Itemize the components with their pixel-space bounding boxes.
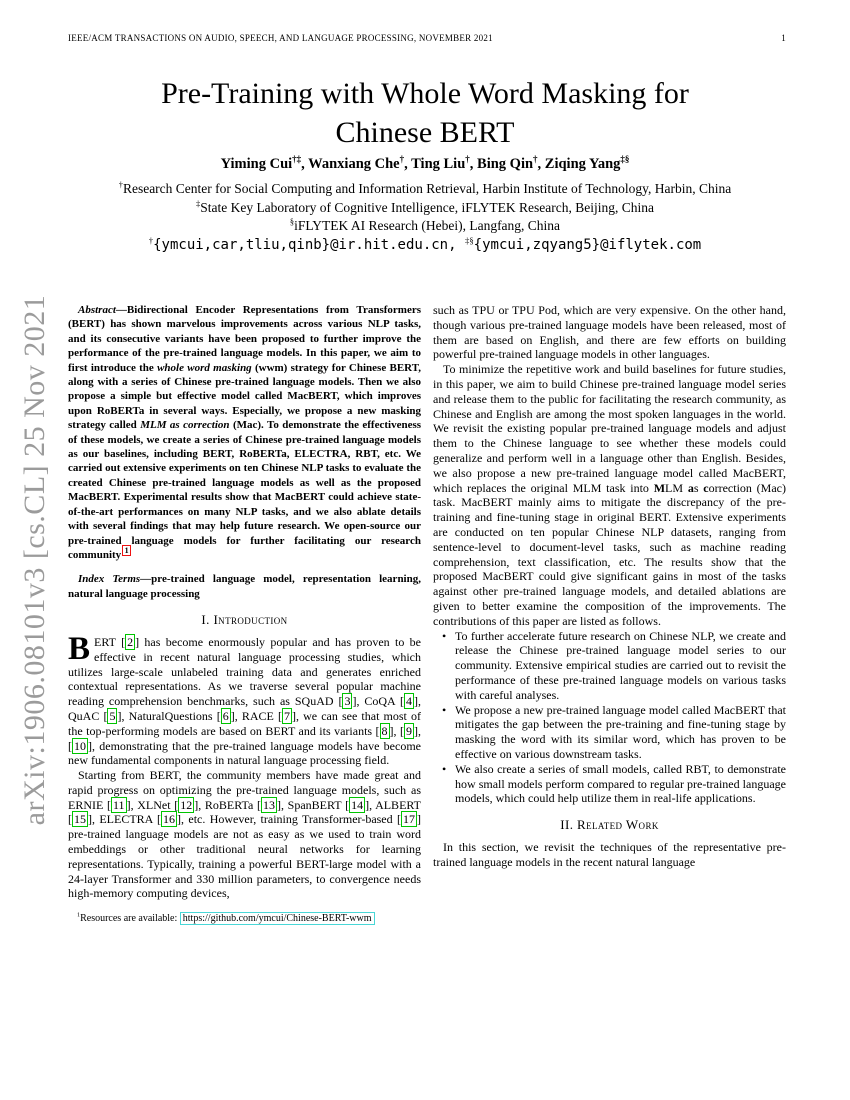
- paper-title-line1: Pre-Training with Whole Word Masking for: [161, 77, 689, 110]
- author-affil-mark: †‡: [292, 154, 302, 165]
- citation-ref[interactable]: 17: [402, 812, 415, 827]
- github-link[interactable]: https://github.com/ymcui/Chinese-BERT-wwm: [180, 912, 375, 925]
- right-paragraph-1: such as TPU or TPU Pod, which are very expensive. On the other hand, though various pre-trained language models have been released, most of them are based on English, and there are few efforts on building powerful pre-trained language models in other languages.: [433, 303, 786, 362]
- affiliations: [0, 180, 850, 236]
- citation-ref[interactable]: 9: [406, 723, 413, 738]
- intro-paragraph-1-text: ERT [ 2 ] has become enormously popular and has proven to be effective in recent natural language processing studies, which utilizes large-scale unlabeled training data and generates enriched contextual representations. As we traverse several popular machine reading comprehension benchmarks, such as SQuAD [ 3 ], CoQA [ 4 ], QuAC [ 5 ], NaturalQuestions [ 6 ], RACE [ 7 ], we can see that most of the top-performing models are based on BERT and its variants [ 8 ], [ 9 ], [ 10 ], demonstrating that the pre-trained language models have become new fundamental components in natural language processing field.: [68, 634, 422, 768]
- footnote-ref[interactable]: 1: [122, 545, 131, 556]
- author-affil-mark: †: [465, 154, 470, 165]
- paper-title-line2: Chinese BERT: [335, 116, 515, 149]
- affiliation-line: ‡State Key Laboratory of Cognitive Intelligence, iFLYTEK Research, Beijing, China: [196, 199, 654, 215]
- citation: [ 2 ]: [121, 634, 140, 649]
- italic-text: whole word masking: [157, 361, 252, 374]
- email-affil-mark: †: [148, 235, 154, 246]
- citation: [ 13 ]: [257, 797, 281, 812]
- contributions-list: [433, 629, 786, 807]
- citation: [ 7 ]: [277, 708, 296, 723]
- citation: [ 11 ]: [107, 797, 131, 812]
- dropcap-letter: B: [68, 630, 91, 667]
- author-affil-mark: †: [399, 154, 405, 165]
- citation-ref[interactable]: 13: [263, 797, 275, 812]
- section-heading-related-work: II. Related Work: [560, 817, 659, 833]
- journal-name: IEEE/ACM TRANSACTIONS ON AUDIO, SPEECH, AND LANGUAGE PROCESSING, NOVEMBER 2021: [68, 33, 493, 43]
- citation: [ 14 ]: [345, 797, 370, 812]
- citation: [ 12 ]: [174, 797, 199, 812]
- citation-ref[interactable]: 5: [109, 708, 116, 723]
- citation: [ 3 ]: [338, 694, 357, 709]
- affil-mark: §: [289, 217, 295, 227]
- citation-ref[interactable]: 6: [222, 708, 229, 723]
- author-affil-mark: ‡§: [620, 154, 630, 165]
- italic-text: Abstract: [78, 304, 116, 316]
- section-heading-introduction: I. Introduction: [201, 612, 288, 628]
- bold-text: a: [687, 480, 694, 495]
- email-affil-mark: ‡§: [464, 235, 474, 246]
- citation-ref[interactable]: 8: [381, 723, 388, 738]
- abstract: Abstract—Bidirectional Encoder Representations from Transformers (BERT) has shown marvelous improvements across various NLP tasks, and its consecutive variants have been proposed to further improve the performance of the pre-trained language models. In this paper, we aim to first introduce the whole word masking (wwm) strategy for Chinese BERT, along with a series of Chinese pre-trained language models. Then we also propose a simple but effective model called MacBERT, which improves upon RoBERTa in several ways. Especially, we propose a new masking strategy called MLM as correction (Mac). To demonstrate the effectiveness of these models, we create a series of Chinese pre-trained language models as our baselines, including BERT, RoBERTa, ELECTRA, RBT, etc. We carried out extensive experiments on ten Chinese NLP tasks to evaluate the created Chinese pre-trained language models as well as the proposed MacBERT. Experimental results show that MacBERT could achieve state-of-the-art performances on many NLP tasks, and we also ablate details with several findings that may help future research. We open-source our pre-trained language models for further facilitating our research community $^1$: [68, 304, 422, 561]
- affil-mark: †: [118, 180, 123, 190]
- email-line: [0, 237, 850, 253]
- citation-ref[interactable]: 14: [351, 797, 364, 812]
- paper-title: [0, 74, 850, 152]
- bold-text: c: [703, 480, 709, 495]
- citation: [ 15 ]: [68, 812, 92, 827]
- superscript-mark: 1: [77, 911, 81, 919]
- citation-ref[interactable]: 10: [74, 738, 86, 753]
- affil-mark: ‡: [196, 199, 201, 209]
- left-column: [68, 303, 421, 936]
- citation: [ 10 ]: [68, 738, 92, 753]
- contribution-item: • We also create a series of small models, called RBT, to demonstrate how small models perform compared to regular pre-trained language models, which could help utilize them in real-life applications.: [433, 762, 786, 806]
- right-paragraph-2: To minimize the repetitive work and build baselines for future studies, in this paper, we aim to build Chinese pre-trained language model series and release them to the public for facilitating the research community, as Chinese and English are among the most spoken languages in the world. We revisit the existing popular pre-trained language models and adjust them to the Chinese language to see whether these models could generalize and perform well in a language other than English. Besides, we also propose a new pre-trained language model called MacBERT, which replaces the original MLM task into MLM as correction (Mac) task. MacBERT mainly aims to mitigate the discrepancy of the pre-training and fine-tuning stage in original BERT. Extensive experiments are conducted on ten popular Chinese NLP datasets, ranging from sentence-level to document-level tasks, such as machine reading comprehension, text classification, etc. The results show that the proposed MacBERT could give significant gains in most of the tasks against other pre-trained language models, and detailed ablations are given to better examine the composition of the improvements. The contributions of this paper are listed as follows.: [433, 362, 786, 628]
- footnote: $^1$Resources are available: https://github.com/ymcui/Chinese-BERT-wwm: [68, 912, 421, 926]
- citation: [ 8 ]: [375, 723, 394, 738]
- citation: [ 5 ]: [103, 708, 122, 723]
- intro-paragraph-2: Starting from BERT, the community members have made great and rapid progress on optimizing the pre-trained language models, such as ERNIE [ 11 ], XLNet [ 12 ], RoBERTa [ 13 ], SpanBERT [ 14 ], ALBERT [ 15 ], ELECTRA [ 16 ], etc. However, training Transformer-based [ 17 ] pre-trained language models are not as easy as we used to train word embeddings or other traditional neural networks for learning representations. Typically, training a powerful BERT-large model with a 24-layer Transformer and 330 million parameters, to convergence needs high-memory computing devices,: [68, 768, 422, 901]
- citation-ref[interactable]: 4: [406, 694, 412, 709]
- citation-ref[interactable]: 7: [283, 708, 290, 723]
- citation: [ 16 ]: [157, 812, 182, 827]
- contribution-item: • We propose a new pre-trained language model called MacBERT that mitigates the gap between the pre-training and fine-tuning stage by masking the word with its similar word, which has proven to be effective on various downstream tasks.: [433, 703, 786, 762]
- citation-ref[interactable]: 2: [127, 634, 134, 649]
- author-affil-mark: †: [533, 154, 538, 165]
- page-number: 1: [781, 33, 786, 43]
- affiliation-line: §iFLYTEK AI Research (Hebei), Langfang, China: [289, 217, 561, 234]
- author-line: Yiming Cui†‡, Wanxiang Che†, Ting Liu†, Bing Qin†, Ziqing Yang‡§: [220, 154, 630, 172]
- italic-text: Index Terms: [78, 573, 141, 586]
- citation-ref[interactable]: 12: [180, 797, 193, 812]
- arxiv-stamp: arXiv:1906.08101v3 [cs.CL] 25 Nov 2021: [18, 294, 51, 826]
- citation: [ 6 ]: [216, 708, 235, 723]
- affiliation-line: †Research Center for Social Computing and Information Retrieval, Harbin Institute of Technology, Harbin, China: [118, 180, 732, 196]
- running-head: [68, 33, 786, 43]
- index-terms: Index Terms—pre-trained language model, representation learning, natural language processing: [68, 573, 421, 600]
- bold-text: M: [653, 480, 666, 495]
- citation-ref[interactable]: 15: [74, 812, 86, 827]
- intro-paragraph-1: [68, 630, 422, 768]
- citation: [ 9 ]: [400, 723, 419, 738]
- email-address[interactable]: {ymcui,car,tliu,qinb}@ir.hit.edu.cn,: [153, 237, 457, 253]
- right-column: [433, 303, 786, 869]
- citation: [ 4 ]: [400, 694, 418, 709]
- email-address[interactable]: {ymcui,zqyang5}@iflytek.com: [473, 237, 702, 253]
- citation-ref[interactable]: 16: [163, 812, 176, 827]
- citation-ref[interactable]: 11: [113, 797, 125, 812]
- contribution-item: • To further accelerate future research on Chinese NLP, we create and release the Chinese pre-trained language model series to our community. Extensive empirical studies are carried out to revisit the performance of these pre-trained language models on various tasks with careful analyses.: [433, 629, 786, 703]
- citation: [ 17 ]: [396, 812, 421, 827]
- related-work-paragraph: In this section, we revisit the techniques of the representative pre-trained language models in the recent natural language: [433, 839, 786, 869]
- italic-text: MLM as correction: [140, 419, 230, 432]
- citation-ref[interactable]: 3: [344, 694, 351, 709]
